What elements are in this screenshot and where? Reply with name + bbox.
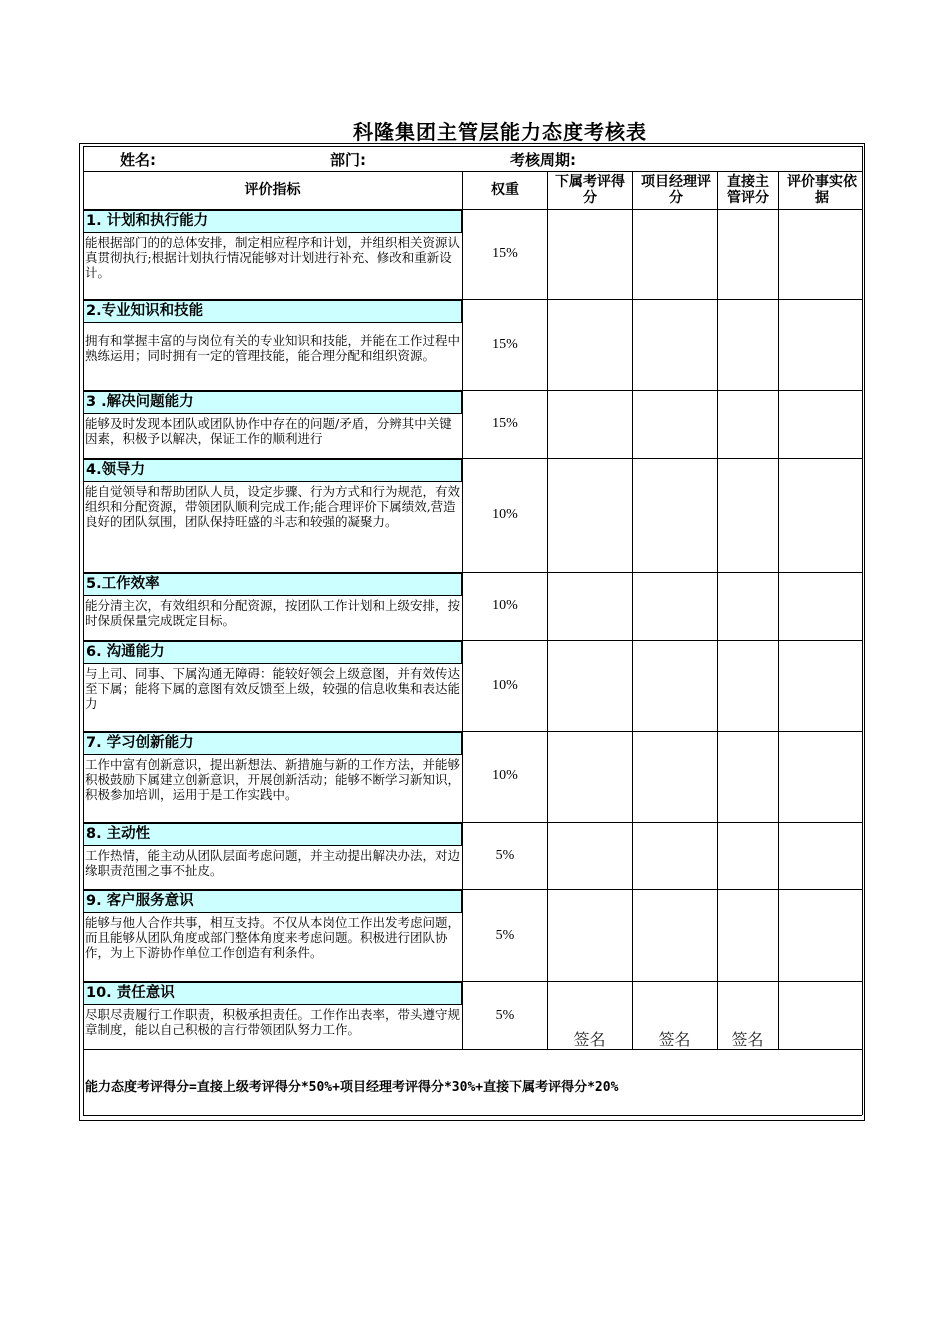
criterion-title: 10. 责任意识: [83, 982, 462, 1005]
grid-line: [83, 146, 84, 1115]
criterion-weight: 10%: [492, 598, 518, 613]
criterion-title: 8. 主动性: [83, 823, 462, 846]
criterion-description: 能自觉领导和帮助团队人员，设定步骤、行为方式和行为规范，有效组织和分配资源，带领团队顺利完成工作;能合理评价下属绩效,营造良好的团队氛围，团队保持旺盛的斗志和较强的凝聚力。: [85, 484, 461, 529]
criterion-title: 5.工作效率: [83, 573, 462, 596]
header-direct-supervisor-score: 直接主管评分: [727, 174, 769, 206]
criterion-description: 工作中富有创新意识，提出新想法、新措施与新的工作方法，并能够积极鼓励下属建立创新意识，开展创新活动；能够不断学习新知识，积极参加培训，运用于是工作实践中。: [85, 757, 461, 802]
criterion-weight: 10%: [492, 507, 518, 522]
criterion-title: 6. 沟通能力: [83, 641, 462, 664]
page-title: 科隆集团主管层能力态度考核表: [353, 120, 647, 144]
header-evidence: 评价事实依据: [787, 174, 857, 206]
header-indicator: 评价指标: [244, 182, 301, 198]
criterion-weight: 5%: [495, 928, 515, 943]
criterion-weight: 10%: [492, 678, 518, 693]
criterion-weight: 5%: [495, 848, 515, 863]
criterion-description: 能根据部门的的总体安排，制定相应程序和计划，并组织相关资源认真贯彻执行;根据计划执行情况能够对计划进行补充、修改和重新设计。: [85, 235, 461, 280]
header-weight: 权重: [491, 182, 519, 198]
criterion-weight: 15%: [492, 337, 518, 352]
score-formula: 能力态度考评得分=直接上级考评得分*50%+项目经理考评得分*30%+直接下属考评得分*20%: [85, 1080, 619, 1095]
criterion-description: 工作热情，能主动从团队层面考虑问题，并主动提出解决办法，对边缘职责范围之事不扯皮。: [85, 848, 461, 878]
header-subordinate-score: 下属考评得分: [555, 174, 625, 206]
criterion-weight: 10%: [492, 768, 518, 783]
grid-line: [778, 171, 779, 1049]
grid-line: [547, 171, 548, 1049]
name-label: 姓名:: [120, 151, 156, 169]
criterion-description: 能分清主次，有效组织和分配资源，按团队工作计划和上级安排，按时保质保量完成既定目标。: [85, 598, 461, 628]
criterion-title: 7. 学习创新能力: [83, 732, 462, 755]
criterion-title: 3 .解决问题能力: [83, 391, 462, 414]
signature-subordinate: 签名: [573, 1032, 606, 1049]
period-label: 考核周期:: [510, 151, 576, 169]
signature-pm: 签名: [658, 1032, 691, 1049]
signature-supervisor: 签名: [731, 1032, 764, 1049]
criterion-title: 4.领导力: [83, 459, 462, 482]
criterion-title: 1. 计划和执行能力: [83, 210, 462, 233]
criterion-description: 能够及时发现本团队或团队协作中存在的问题/矛盾，分辨其中关键因素，积极予以解决，保证工作的顺利进行: [85, 416, 452, 446]
criterion-weight: 15%: [492, 416, 518, 431]
assessment-table: [79, 143, 865, 1121]
criterion-description: 能够与他人合作共事，相互支持。不仅从本岗位工作出发考虑问题，而且能够从团队角度或部门整体角度来考虑问题。积极进行团队协作，为上下游协作单位工作创造有利条件。: [85, 915, 461, 960]
dept-label: 部门:: [330, 151, 366, 169]
grid-line: [83, 171, 862, 172]
criterion-description: 与上司、同事、下属沟通无障碍：能较好领会上级意图，并有效传达至下属；能将下属的意图有效反馈至上级，较强的信息收集和表达能力: [85, 666, 461, 711]
criterion-weight: 15%: [492, 246, 518, 261]
criterion-description: 尽职尽责履行工作职责，积极承担责任。工作作出表率，带头遵守规章制度，能以自己积极的言行带领团队努力工作。: [85, 1007, 461, 1037]
criterion-weight: 5%: [495, 1008, 515, 1023]
grid-line: [862, 146, 863, 1115]
criterion-title: 9. 客户服务意识: [83, 890, 462, 913]
criterion-title: 2.专业知识和技能: [83, 300, 462, 323]
header-pm-score: 项目经理评分: [641, 174, 711, 206]
grid-line: [717, 171, 718, 1049]
grid-line: [83, 146, 862, 147]
grid-line: [632, 171, 633, 1049]
criterion-description: 拥有和掌握丰富的与岗位有关的专业知识和技能，并能在工作过程中熟练运用；同时拥有一定的管理技能，能合理分配和组织资源。: [85, 333, 461, 363]
grid-line: [83, 1115, 862, 1116]
